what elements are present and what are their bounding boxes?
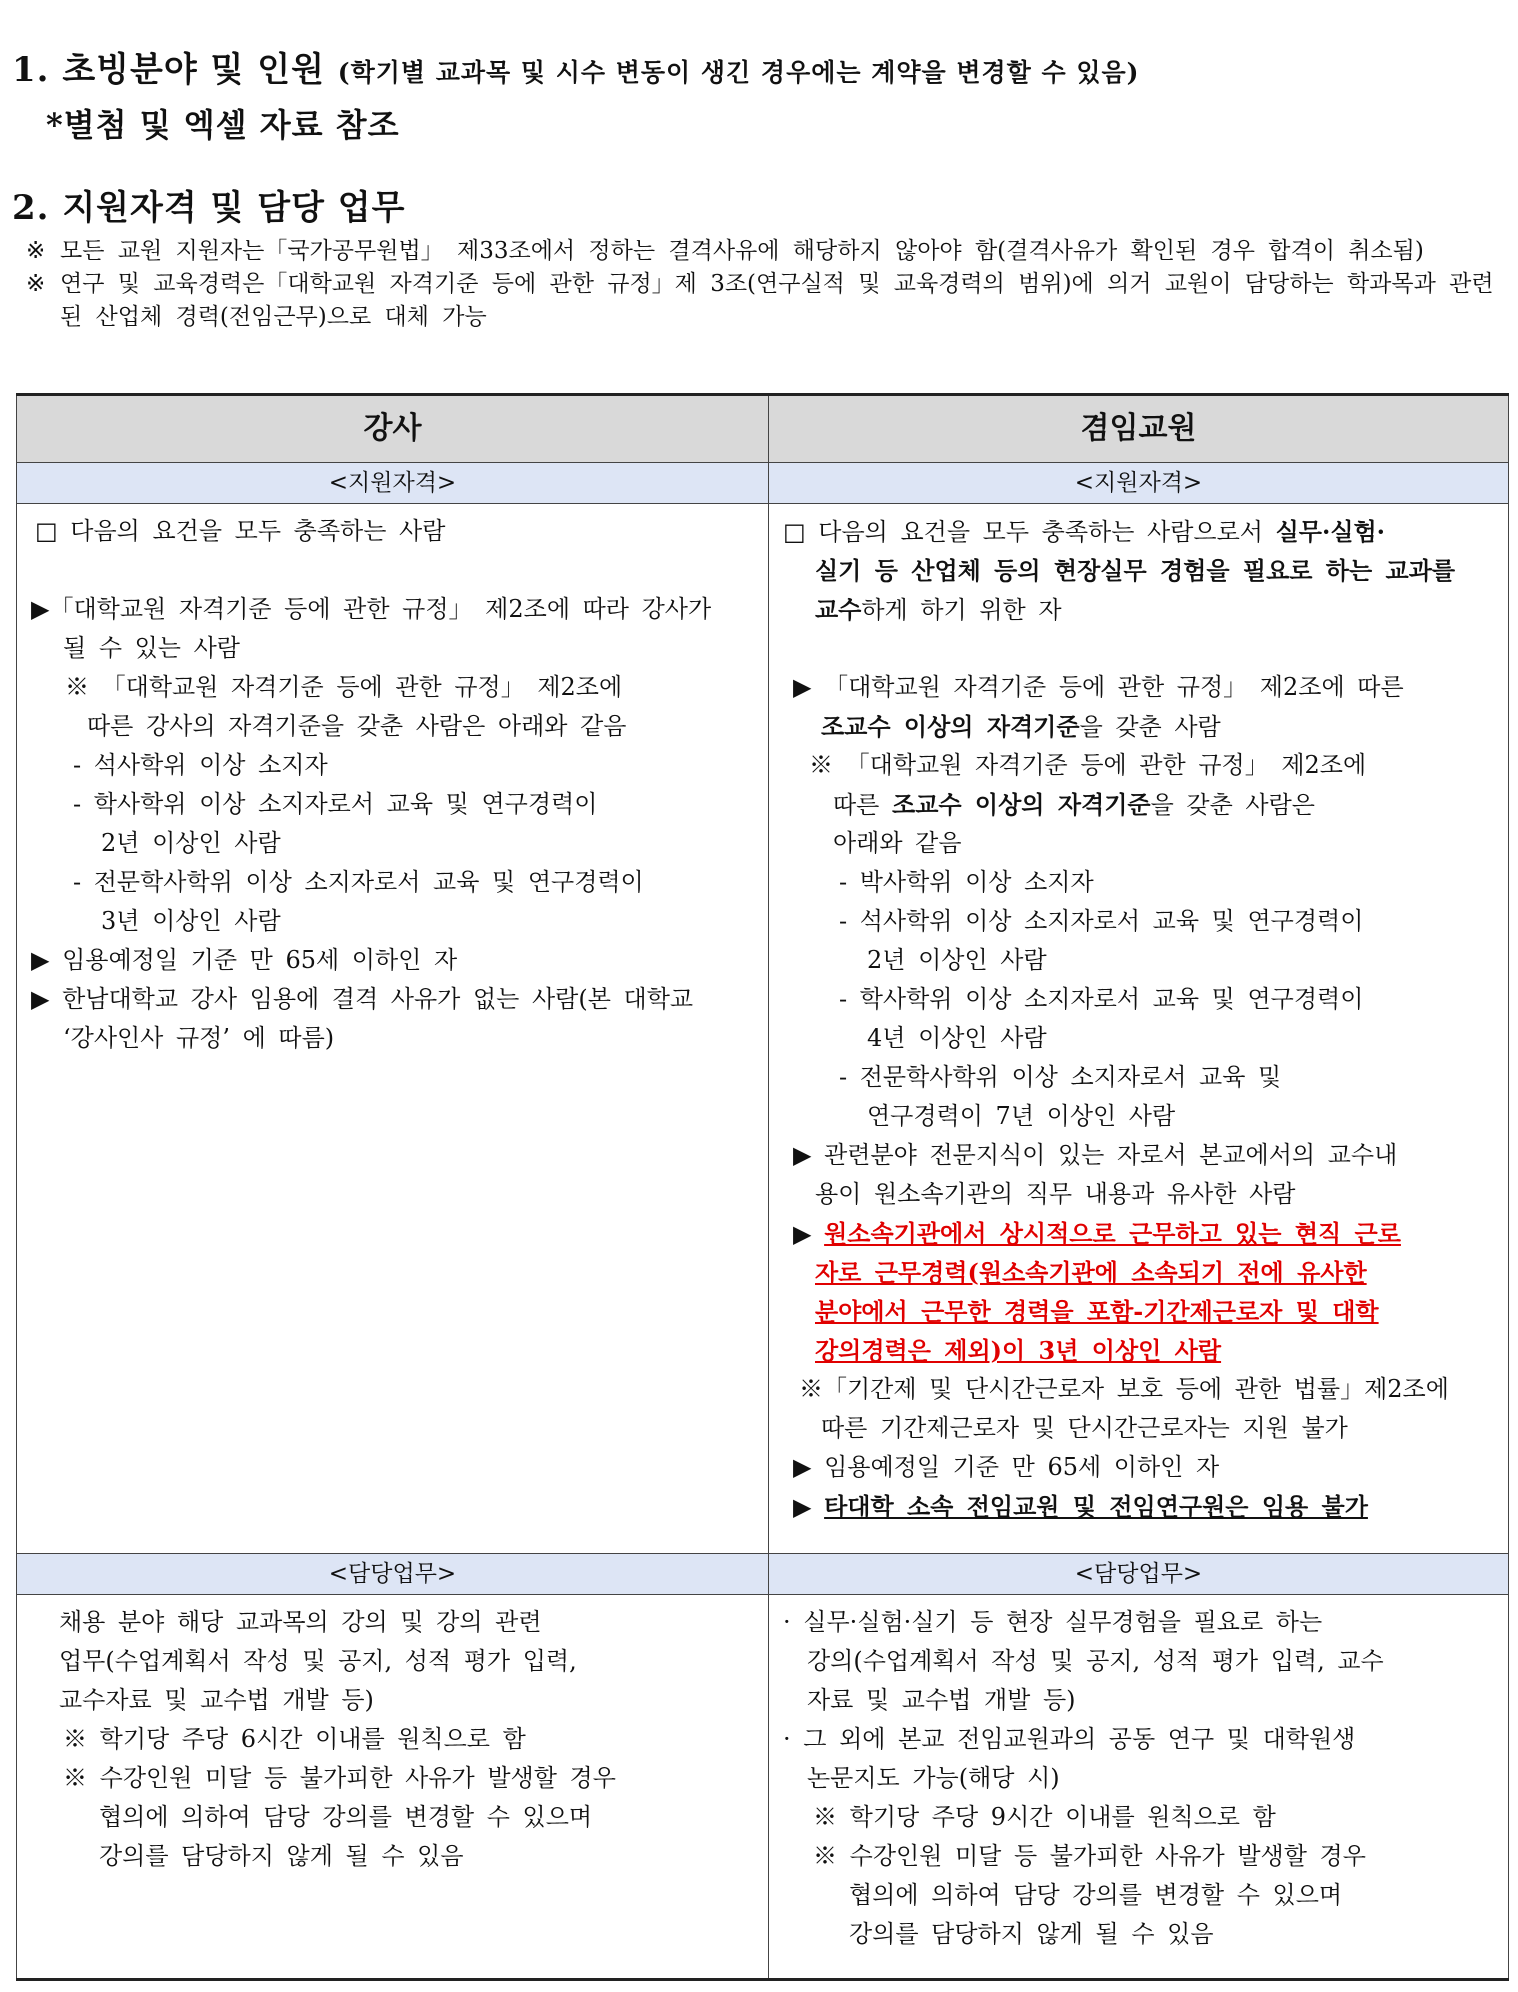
qual-line: □ 다음의 요건을 모두 충족하는 사람 — [35, 517, 446, 545]
bullet-arrow-icon: ▶ — [793, 1493, 825, 1521]
section1-subtitle: (학기별 교과목 및 시수 변동이 생긴 경우에는 계약을 변경할 수 있음) — [337, 58, 1140, 87]
qual-emphasis: 조교수 이상의 자격기준 — [821, 712, 1080, 741]
qual-line — [815, 590, 1062, 630]
qual-line: 따른 기간제근로자 및 단시간근로자는 지원 불가 — [821, 1414, 1348, 1442]
qual-text: 을 갖춘 사람 — [1079, 713, 1221, 741]
qual-line: ‘강사인사 규정’ 에 따름) — [63, 1024, 335, 1052]
qual-highlight: 원소속기관에서 상시적으로 근무하고 있는 현직 근로 — [824, 1219, 1401, 1248]
qual-line: ※「기간제 및 단시간근로자 보호 등에 관한 법률」제2조에 — [799, 1375, 1449, 1403]
qual-line — [783, 512, 1385, 552]
qual-text: □ 다음의 요건을 모두 충족하는 사람으로서 — [783, 518, 1263, 546]
qual-line: - 전문학사학위 이상 소지자로서 교육 및 — [839, 1063, 1282, 1091]
duty-line: 논문지도 가능(해당 시) — [807, 1764, 1060, 1792]
duty-line: 자료 및 교수법 개발 등) — [807, 1686, 1076, 1714]
qual-line — [793, 1487, 1368, 1527]
qual-line: 자로 근무경력(원소속기관에 소속되기 전에 유사한 — [815, 1258, 1367, 1287]
qual-line: 용이 원소속기관의 직무 내용과 유사한 사람 — [815, 1180, 1296, 1208]
qual-line: 연구경력이 7년 이상인 사람 — [867, 1102, 1176, 1130]
qual-line: ※ 「대학교원 자격기준 등에 관한 규정」 제2조에 — [65, 673, 623, 701]
qual-line — [821, 707, 1221, 747]
adjunct-duty-cell — [769, 1595, 1509, 1980]
qualification-label-left: <지원자격> — [17, 463, 769, 504]
bullet-arrow-icon: ▶ — [793, 1220, 825, 1248]
duty-line: 업무(수업계획서 작성 및 공지, 성적 평가 입력, — [59, 1647, 577, 1675]
duty-line: 강의(수업계획서 작성 및 공지, 성적 평가 입력, 교수 — [807, 1647, 1384, 1675]
qual-line: 분야에서 근무한 경력을 포함-기간제근로자 및 대학 — [815, 1297, 1379, 1326]
duty-line: 채용 분야 해당 교과목의 강의 및 강의 관련 — [59, 1608, 542, 1636]
section2-notes — [26, 235, 1496, 334]
lecturer-duty-cell — [17, 1595, 769, 1980]
qual-line: ▶ 임용예정일 기준 만 65세 이하인 자 — [31, 946, 458, 974]
qual-line: 4년 이상인 사람 — [867, 1024, 1047, 1052]
qual-line: 따른 강사의 자격기준을 갖춘 사람은 아래와 같음 — [87, 712, 627, 740]
qualification-table — [16, 393, 1509, 1981]
section1-note: *별첨 및 엑셀 자료 참조 — [46, 106, 400, 144]
qual-line: ▶ 관련분야 전문지식이 있는 자로서 본교에서의 교수내 — [793, 1141, 1398, 1169]
adjunct-qualification-cell — [769, 504, 1509, 1554]
section1-heading — [12, 42, 1140, 91]
duty-line: ※ 학기당 주당 9시간 이내를 원칙으로 함 — [813, 1803, 1276, 1831]
qual-line — [793, 1214, 1401, 1254]
qual-line: ▶「대학교원 자격기준 등에 관한 규정」 제2조에 따라 강사가 — [31, 595, 712, 623]
qual-line: 아래와 같음 — [833, 829, 962, 857]
qual-line: - 학사학위 이상 소지자로서 교육 및 연구경력이 — [73, 790, 598, 818]
column-header-lecturer: 강사 — [17, 395, 769, 463]
duty-label-right: <담당업무> — [769, 1554, 1509, 1595]
duty-line: 교수자료 및 교수법 개발 등) — [59, 1686, 374, 1714]
duty-line: 강의를 담당하지 않게 될 수 있음 — [849, 1920, 1214, 1948]
qual-line: ▶ 「대학교원 자격기준 등에 관한 규정」 제2조에 따른 — [793, 673, 1404, 701]
duty-line: ※ 수강인원 미달 등 불가피한 사유가 발생할 경우 — [63, 1764, 616, 1792]
duty-line: 강의를 담당하지 않게 될 수 있음 — [99, 1842, 464, 1870]
qual-line: - 석사학위 이상 소지자 — [73, 751, 328, 779]
qual-emphasis: 실무·실험· — [1275, 517, 1386, 546]
note-text: 모든 교원 지원자는「국가공무원법」 제33조에서 정하는 결격사유에 해당하지 않아야 함(결격사유가 확인된 경우 합격이 취소됨) — [60, 238, 1424, 264]
qual-line: 될 수 있는 사람 — [63, 634, 240, 662]
qual-line: 강의경력은 제외)이 3년 이상인 사람 — [815, 1336, 1222, 1365]
duty-line: · 그 외에 본교 전임교원과의 공동 연구 및 대학원생 — [783, 1725, 1356, 1753]
qual-line: 2년 이상인 사람 — [101, 829, 281, 857]
qual-line: ▶ 한남대학교 강사 임용에 결격 사유가 없는 사람(본 대학교 — [31, 985, 694, 1013]
section2-title: 2. 지원자격 및 담당 업무 — [12, 188, 406, 228]
qual-line: ▶ 임용예정일 기준 만 65세 이하인 자 — [793, 1453, 1220, 1481]
note-item — [26, 235, 1496, 268]
qual-emphasis: 교수 — [815, 595, 862, 624]
duty-line: 협의에 의하여 담당 강의를 변경할 수 있으며 — [99, 1803, 593, 1831]
qual-text: 을 갖춘 사람은 — [1150, 791, 1315, 819]
duty-line: ※ 수강인원 미달 등 불가피한 사유가 발생할 경우 — [813, 1842, 1366, 1870]
note-text: 연구 및 교육경력은「대학교원 자격기준 등에 관한 규정」제 3조(연구실적 및 교육경력의 범위)에 의거 교원이 담당하는 학과목과 관련된 산업체 경력(전임근무)으로 대체 가능 — [60, 271, 1494, 330]
qual-line: ※ 「대학교원 자격기준 등에 관한 규정」 제2조에 — [809, 751, 1367, 779]
qual-line: 3년 이상인 사람 — [101, 907, 281, 935]
qual-emphasis: 타대학 소속 전임교원 및 전임연구원은 임용 불가 — [824, 1492, 1368, 1521]
qual-line: - 학사학위 이상 소지자로서 교육 및 연구경력이 — [839, 985, 1364, 1013]
qual-line: 실기 등 산업체 등의 현장실무 경험을 필요로 하는 교과를 — [815, 556, 1456, 585]
qual-line: - 전문학사학위 이상 소지자로서 교육 및 연구경력이 — [73, 868, 644, 896]
qual-emphasis: 조교수 이상의 자격기준 — [892, 790, 1151, 819]
duty-line: ※ 학기당 주당 6시간 이내를 원칙으로 함 — [63, 1725, 526, 1753]
note-item — [26, 268, 1496, 334]
lecturer-qualification-cell — [17, 504, 769, 1554]
duty-label-left: <담당업무> — [17, 1554, 769, 1595]
qual-line: - 박사학위 이상 소지자 — [839, 868, 1094, 896]
qual-text: 따른 — [833, 791, 880, 819]
duty-line: · 실무·실험·실기 등 현장 실무경험을 필요로 하는 — [783, 1608, 1323, 1636]
section1-title: 1. 초빙분야 및 인원 — [12, 50, 325, 90]
qual-line: - 석사학위 이상 소지자로서 교육 및 연구경력이 — [839, 907, 1364, 935]
qualification-label-right: <지원자격> — [769, 463, 1509, 504]
column-header-adjunct: 겸임교원 — [769, 395, 1509, 463]
qual-text: 하게 하기 위한 자 — [861, 596, 1062, 624]
reference-mark: ※ — [26, 271, 46, 297]
qual-line — [833, 785, 1315, 825]
qual-line: 2년 이상인 사람 — [867, 946, 1047, 974]
reference-mark: ※ — [26, 238, 46, 264]
duty-line: 협의에 의하여 담당 강의를 변경할 수 있으며 — [849, 1881, 1343, 1909]
